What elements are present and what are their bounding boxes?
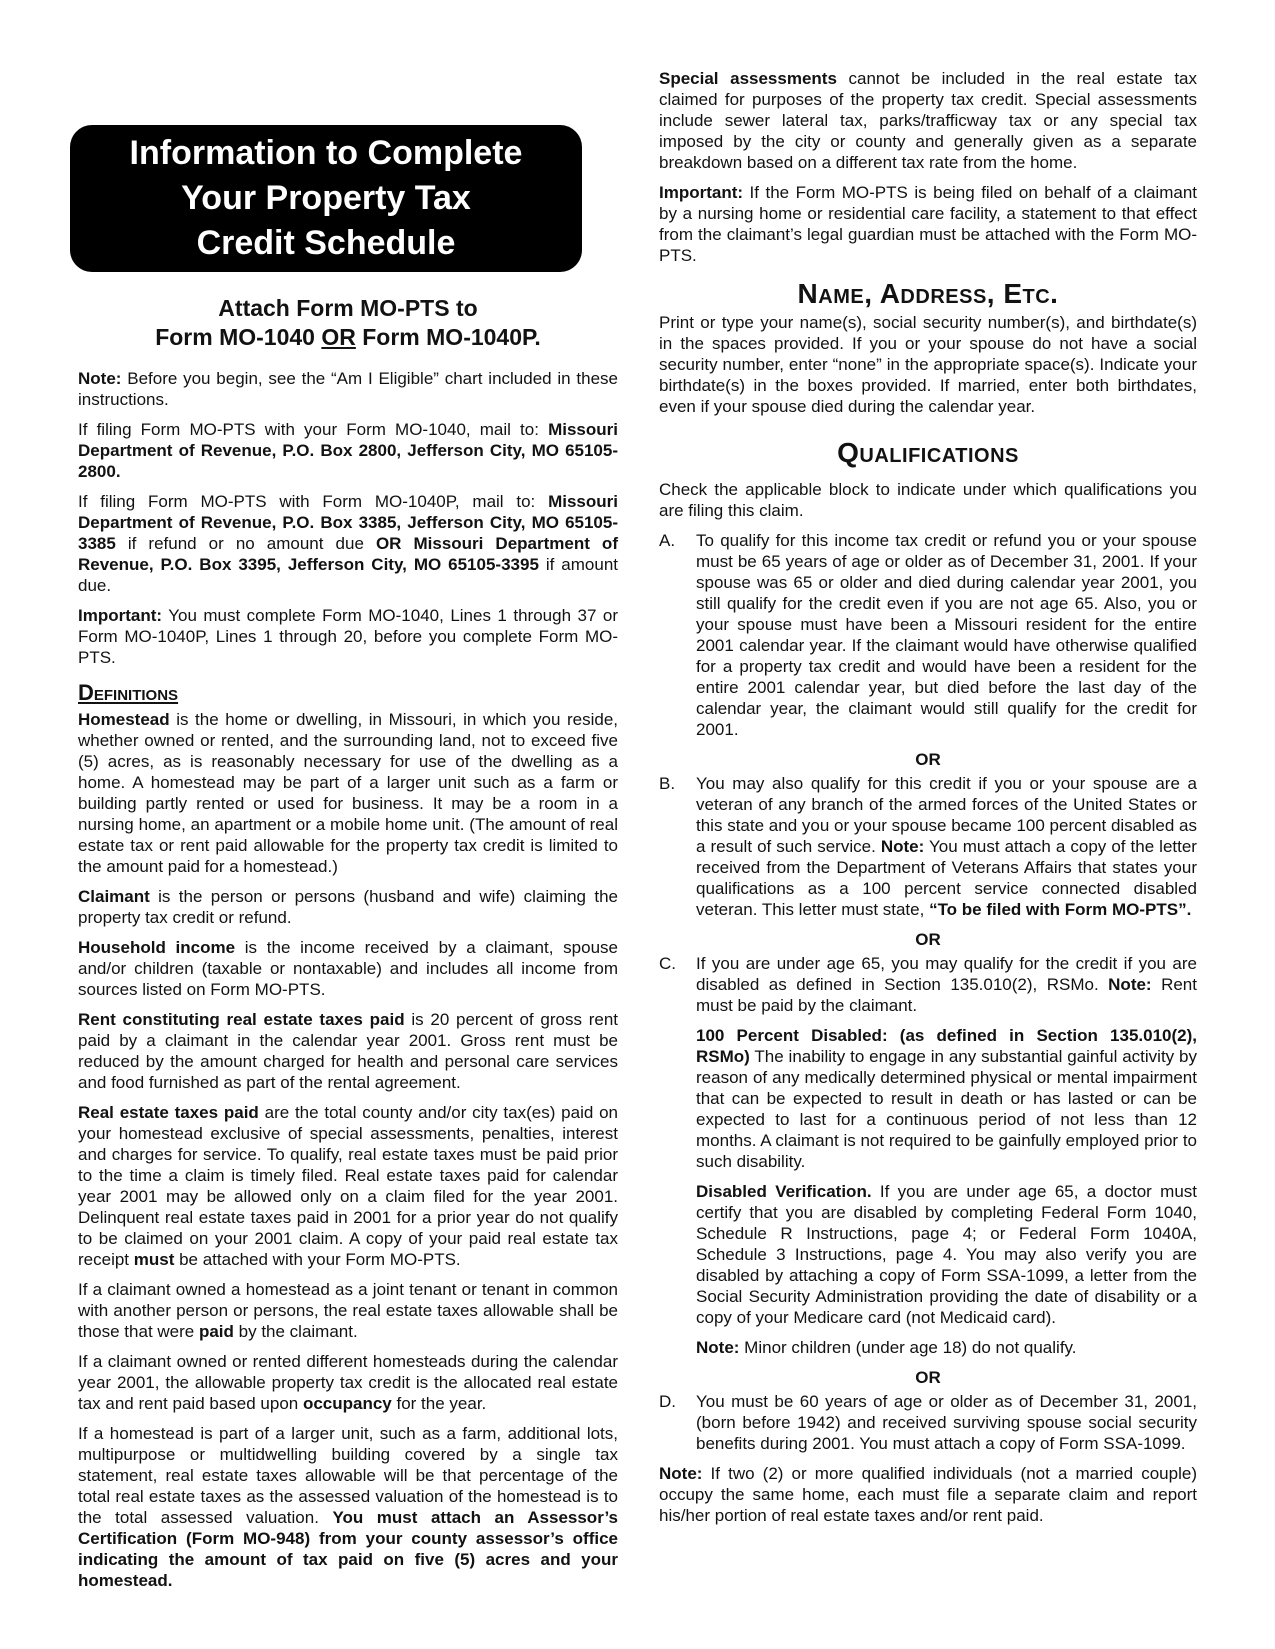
attach-heading (78, 294, 618, 352)
or-separator-1: OR (915, 750, 941, 769)
attach-heading-line-1: Attach Form MO-PTS to (218, 295, 478, 321)
qualification-body-c: If you are under age 65, you may qualify for the credit if you are disabled as defined in Section 135.010(2), RSMo. Note: Rent must be paid by the claimant. (696, 954, 1197, 1015)
paragraph-household-income: Household income is the income received by a claimant, spouse and/or children (taxable or nontaxable) and includes all income from sources listed on Form MO-PTS. (78, 938, 618, 999)
title-line-2: Your Property Tax (181, 179, 471, 217)
qualification-item-c (659, 953, 1197, 1016)
paragraph-100-percent-disabled: 100 Percent Disabled: (as defined in Section 135.010(2), RSMo) The inability to engage in any substantial gainful activity by reason of any medically determined physical or mental impairment that can be expected to result in death or has lasted or can be expected to last for a continuous period of not less than 12 months. A claimant is not required to be gainfully employed prior to such disability. (696, 1026, 1197, 1171)
paragraph-different-homesteads: If a claimant owned or rented different homesteads during the calendar year 2001, the allowable property tax credit is the allocated real estate tax and rent paid based upon occupancy for the year. (78, 1352, 618, 1413)
paragraph-joint-tenant: If a claimant owned a homestead as a joint tenant or tenant in common with another person or persons, the real estate taxes allowable shall be those that were paid by the claimant. (78, 1280, 618, 1341)
section-heading-qualifications: Qualifications (837, 437, 1019, 468)
paragraph-disabled-verification: Disabled Verification. If you are under age 65, a doctor must certify that you are disabled by completing Federal Form 1040, Schedule R Instructions, page 4; or Federal Form 1040A, Schedule 3 Instructions, page 4. You may also verify you are disabled by attaching a copy of Form SSA-1099, a letter from the Social Security Administration providing the date of disability or a copy of your Medicare card (not Medicaid card). (696, 1182, 1197, 1327)
paragraph-mail-1040p: If filing Form MO-PTS with Form MO-1040P, mail to: Missouri Department of Revenue, P.O. Box 3385, Jefferson City, MO 65105-3385 if refund or no amount due OR Missouri Department of Revenue, P.O. Box 3395, Jefferson City, MO 65105-3395 if amount due. (78, 492, 618, 595)
qualification-letter-a: A. (659, 531, 676, 550)
qualification-letter-c: C. (659, 954, 676, 973)
qualification-item-d (659, 1391, 1197, 1454)
qualification-letter-d: D. (659, 1392, 676, 1411)
qualification-body-b: You may also qualify for this credit if you or your spouse are a veteran of any branch of the armed forces of the United States or this state and you or your spouse became 100 percent disabled as a result of such service. Note: You must attach a copy of the letter received from the Department of Veterans Affairs that states your qualifications as a 100 percent service connected disabled veteran. This letter must state, “To be filed with Form MO-PTS”. (696, 774, 1197, 919)
title-banner (70, 125, 582, 272)
paragraph-minor-children-note: Note: Minor children (under age 18) do not qualify. (696, 1338, 1077, 1357)
paragraph-larger-unit: If a homestead is part of a larger unit, such as a farm, additional lots, multipurpose or multidwelling building covered by a single tax statement, real estate taxes allowable will be that percentage of the total real estate taxes as the assessed valuation of the homestead is to the total assessed valuation. You must attach an Assessor’s Certification (Form MO-948) from your county assessor’s office indicating the amount of tax paid on five (5) acres and your homestead. (78, 1424, 618, 1590)
qualification-item-a (659, 530, 1197, 740)
paragraph-name-address-body: Print or type your name(s), social security number(s), and birthdate(s) in the spaces provided. If you or your spouse do not have a social security number, enter “none” in the appropriate space(s). Indicate your birthdate(s) in the boxes provided. If married, enter both birthdates, even if your spouse died during the calendar year. (659, 313, 1197, 416)
qualification-body-d: You must be 60 years of age or older as of December 31, 2001, (born before 1942) and received surviving spouse social security benefits during 2001. You must attach a copy of Form SSA-1099. (696, 1392, 1197, 1453)
section-heading-definitions: Definitions (78, 680, 179, 705)
paragraph-qualifications-intro: Check the applicable block to indicate under which qualifications you are filing this claim. (659, 480, 1197, 520)
paragraph-note: Note: Before you begin, see the “Am I Eligible” chart included in these instructions. (78, 369, 618, 409)
paragraph-homestead: Homestead is the home or dwelling, in Missouri, in which you reside, whether owned or rented, and the surrounding land, not to exceed five (5) acres, as is reasonably necessary for use of the dwelling as a home. A homestead may be part of a larger unit such as a farm or building partly rented or used for business. It may be a room in a nursing home, an apartment or a mobile home unit. (The amount of real estate tax or rent paid allowable for the property tax credit is limited to the amount paid for a homestead.) (78, 710, 618, 876)
paragraph-rent-constituting: Rent constituting real estate taxes paid is 20 percent of gross rent paid by a claimant in the calendar year 2001. Gross rent must be reduced by the amount charged for health and personal care services and food furnished as part of the rental agreement. (78, 1010, 618, 1092)
paragraph-final-note: Note: If two (2) or more qualified individuals (not a married couple) occupy the same home, each must file a separate claim and report his/her portion of real estate taxes and/or rent paid. (659, 1464, 1197, 1525)
qualification-item-b (659, 773, 1197, 920)
paragraph-real-estate-taxes: Real estate taxes paid are the total county and/or city tax(es) paid on your homestead exclusive of special assessments, penalties, interest and charges for service. To qualify, real estate taxes must be paid prior to the time a claim is timely filed. Real estate taxes paid for calendar year 2001 may be allowed only on a claim filed for the year 2001. Delinquent real estate taxes paid in 2001 for a prior year do not qualify to be claimed on your 2001 claim. A copy of your paid real estate tax receipt must be attached with your Form MO-PTS. (78, 1103, 618, 1269)
qualification-letter-b: B. (659, 774, 676, 793)
paragraph-claimant: Claimant is the person or persons (husband and wife) claiming the property tax credit or refund. (78, 887, 618, 927)
paragraph-important-nursing-home: Important: If the Form MO-PTS is being filed on behalf of a claimant by a nursing home or residential care facility, a statement to that effect from the claimant’s legal guardian must be attached with the Form MO-PTS. (659, 183, 1197, 265)
paragraph-important: Important: You must complete Form MO-1040, Lines 1 through 37 or Form MO-1040P, Lines 1 through 20, before you complete Form MO-PTS. (78, 606, 618, 667)
paragraph-mail-1040: If filing Form MO-PTS with your Form MO-1040, mail to: Missouri Department of Revenue, P.O. Box 2800, Jefferson City, MO 65105-2800. (78, 420, 618, 481)
title-line-3: Credit Schedule (196, 224, 456, 262)
qualification-body-a: To qualify for this income tax credit or refund you or your spouse must be 65 years of age or older as of December 31, 2001. If your spouse was 65 or older and died during calendar year 2001, you still qualify for the credit even if you are not age 65. Also, you or your spouse must have been a Missouri resident for the entire 2001 calendar year. If the claimant would have otherwise qualified for a property tax credit and would have been a resident for the entire 2001 calendar year, but died before the last day of the calendar year, the claimant would still qualify for the credit for 2001. (696, 531, 1197, 739)
right-column (659, 68, 1197, 1649)
title-line-1: Information to Complete (129, 134, 523, 172)
or-separator-2: OR (915, 930, 941, 949)
paragraph-special-assessments: Special assessments cannot be included in the real estate tax claimed for purposes of the property tax credit. Special assessments include sewer lateral tax, parks/trafficway tax or any special tax imposed by the city or county and generally given as a separate breakdown based on a different tax rate from the home. (659, 69, 1198, 172)
left-column (78, 68, 618, 1649)
section-heading-name-address: Name, Address, Etc. (797, 278, 1059, 309)
or-separator-3: OR (915, 1368, 941, 1387)
attach-heading-line-2: Form MO-1040 OR Form MO-1040P. (155, 324, 541, 350)
